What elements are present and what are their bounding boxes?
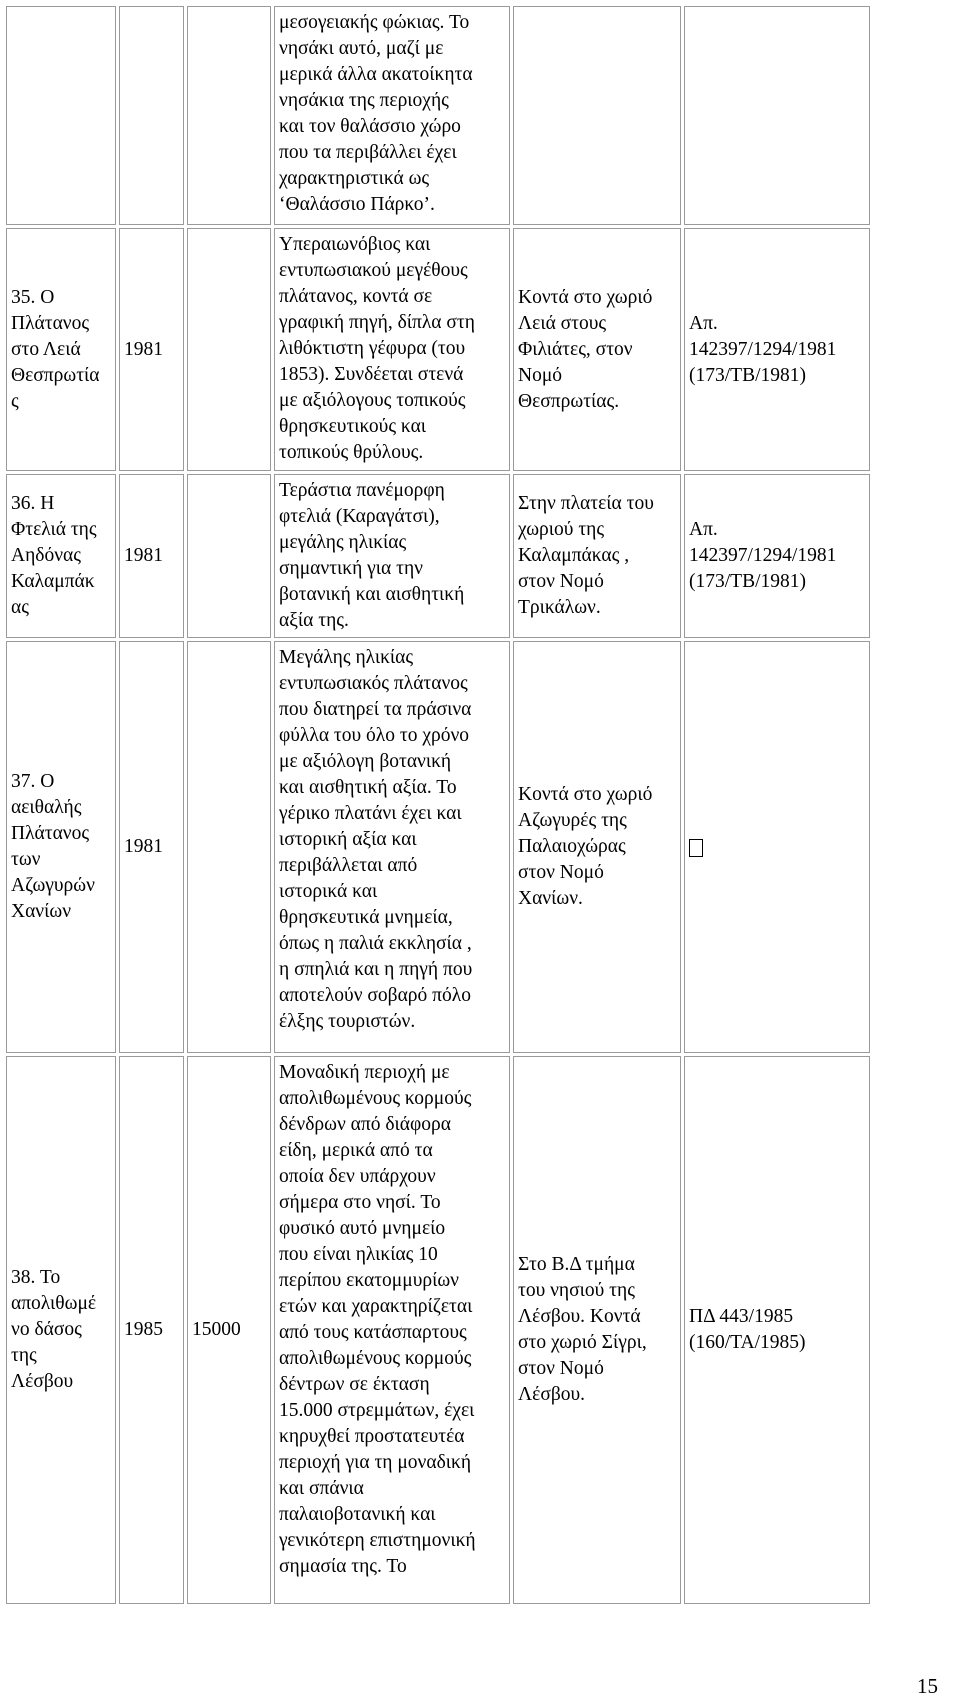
cell-text-line: Υπεραιωνόβιος και (279, 234, 431, 255)
cell-text-line: Νομό (518, 364, 563, 386)
decision-cell (684, 641, 870, 1053)
cell-text-line: λιθόκτιστη γέφυρα (του (279, 338, 466, 359)
cell-text-line: 37. Ο (11, 771, 55, 792)
cell-text-line: ετών και χαρακτηρίζεται (279, 1296, 473, 1317)
cell-text-line: ας (11, 597, 29, 618)
cell-text-line: Τρικάλων. (518, 597, 601, 618)
cell-text-line: ‘Θαλάσσιο Πάρκο’. (279, 194, 435, 215)
cell-text-line: και τον θαλάσσιο χώρο (279, 116, 461, 137)
cell-text-line: στον Νομό (518, 862, 604, 883)
cell-text-line: περίπου εκατομμυρίων (279, 1270, 459, 1291)
cell-text-line: σημασία της. Το (279, 1556, 407, 1577)
year-cell: 1981 (119, 228, 184, 471)
description-cell (274, 228, 510, 471)
monument-name-cell (6, 641, 116, 1053)
cell-text-line: απολιθωμένους κορμούς (279, 1348, 472, 1369)
cell-text-line: θρησκευτικά μνημεία, (279, 907, 453, 928)
decision-cell (684, 1056, 870, 1604)
cell-text-line: Απ. (689, 312, 718, 334)
cell-text-line: αποτελούν σοβαρό πόλο (279, 985, 471, 1006)
cell-text-line: απολιθωμένους κορμούς (279, 1088, 472, 1109)
monument-name-cell (6, 1056, 116, 1604)
cell-text-line: Καλαμπάκας , (518, 545, 630, 566)
cell-text-line: η σπηλιά και η πηγή που (279, 959, 473, 980)
cell-text-line: (173/ΤΒ/1981) (689, 364, 806, 386)
cell-text-line: 15.000 στρεμμάτων, έχει (279, 1400, 475, 1421)
cell-text-line: Πλάτανος (11, 312, 90, 334)
table-row (6, 228, 870, 471)
cell-text-line: γέρικο πλατάνι έχει και (279, 803, 462, 824)
cell-text-line: Καλαμπάκ (11, 571, 95, 592)
cell-text-line: μεγάλης ηλικίας (279, 532, 407, 553)
area-cell (187, 474, 271, 638)
monument-name-cell (6, 6, 116, 225)
location-cell (513, 6, 681, 225)
cell-text-line: έλξης τουριστών. (279, 1011, 416, 1032)
cell-text-line: Χανίων. (518, 888, 583, 909)
cell-text-line: Θεσπρωτίας. (518, 390, 620, 412)
cell-text-line: σήμερα στο νησί. Το (279, 1192, 441, 1213)
cell-text-line: μεσογειακής φώκιας. Το (279, 12, 470, 33)
cell-text-line: ΠΔ 443/1985 (689, 1306, 794, 1327)
cell-text-line: Μοναδική περιοχή με (279, 1062, 450, 1083)
cell-text-line: στον Νομό (518, 1358, 604, 1379)
cell-text-line: οποία δεν υπάρχουν (279, 1166, 436, 1187)
cell-text-line: των (11, 849, 41, 870)
cell-text-line: τοπικούς θρύλους. (279, 442, 424, 463)
cell-text-line: χωριού της (518, 519, 605, 540)
cell-text-line: φυσικό αυτό μνημείο (279, 1218, 446, 1239)
cell-text-line: στο Λειά (11, 338, 81, 360)
cell-text-line: εντυπωσιακός πλάτανος (279, 673, 468, 694)
cell-text-line: Λειά στους (518, 312, 607, 334)
cell-text-line: Στην πλατεία του (518, 493, 654, 514)
monuments-table (3, 3, 873, 1607)
description-cell (274, 6, 510, 225)
area-cell (187, 6, 271, 225)
cell-text-line: απολιθωμέ (11, 1293, 97, 1314)
location-cell (513, 1056, 681, 1604)
cell-text-line: (173/ΤΒ/1981) (689, 571, 806, 592)
decision-cell (684, 6, 870, 225)
area-cell (187, 641, 271, 1053)
decision-cell (684, 474, 870, 638)
location-cell (513, 474, 681, 638)
cell-text-line: εντυπωσιακού μεγέθους (279, 260, 468, 281)
cell-text-line: και σπάνια (279, 1478, 364, 1499)
cell-text-line: βοτανική και αισθητική (279, 584, 465, 605)
cell-text-line: ς (11, 390, 19, 412)
cell-text-line: που είναι ηλικίας 10 (279, 1244, 438, 1265)
cell-text-line: Κοντά στο χωριό (518, 784, 653, 805)
cell-text-line: 142397/1294/1981 (689, 545, 837, 566)
cell-text-line: του νησιού της (518, 1280, 635, 1301)
cell-text-line: και αισθητική αξία. Το (279, 777, 457, 798)
cell-text-line: παλαιοβοτανική και (279, 1504, 436, 1525)
year-cell: 1981 (119, 641, 184, 1053)
cell-text-line: 38. Το (11, 1267, 61, 1288)
cell-text-line: που διατηρεί τα πράσινα (279, 699, 472, 720)
cell-text-line: Φτελιά της (11, 519, 97, 540)
year-cell: 1981 (119, 474, 184, 638)
cell-text-line: νο δάσος (11, 1319, 82, 1340)
cell-text-line: κηρυχθεί προστατευτέα (279, 1426, 465, 1447)
cell-text-line: 142397/1294/1981 (689, 338, 837, 360)
cell-text-line: Αζωγυρών (11, 875, 95, 896)
cell-text-line: της (11, 1345, 37, 1366)
description-cell (274, 1056, 510, 1604)
cell-text-line: μερικά άλλα ακατοίκητα (279, 64, 473, 85)
cell-text-line: (160/ΤΑ/1985) (689, 1332, 806, 1353)
location-cell (513, 641, 681, 1053)
monument-name-cell (6, 474, 116, 638)
cell-text-line: Στο Β.Δ τμήμα (518, 1254, 635, 1275)
cell-text-line: Μεγάλης ηλικίας (279, 647, 414, 668)
cell-text-line: πλάτανος, κοντά σε (279, 286, 433, 307)
cell-text-line: Πλάτανος (11, 823, 90, 844)
cell-text-line: χαρακτηριστικά ως (279, 168, 430, 189)
table-row (6, 641, 870, 1053)
cell-text-line: φτελιά (Καραγάτσι), (279, 506, 440, 527)
cell-text-line: από τους κατάσπαρτους (279, 1322, 467, 1343)
area-cell (187, 228, 271, 471)
cell-text-line: στο χωριό Σίγρι, (518, 1332, 647, 1353)
cell-text-line: φύλλα του όλο το χρόνο (279, 725, 470, 746)
cell-text-line: είδη, μερικά από τα (279, 1140, 433, 1161)
description-cell (274, 641, 510, 1053)
cell-text-line: γραφική πηγή, δίπλα στη (279, 312, 475, 333)
monument-name-cell (6, 228, 116, 471)
area-cell: 15000 (187, 1056, 271, 1604)
description-cell (274, 474, 510, 638)
cell-text-line: Κοντά στο χωριό (518, 286, 653, 308)
cell-text-line: 1853). Συνδέεται στενά (279, 364, 464, 385)
cell-text-line: περιβάλλεται από (279, 855, 418, 876)
cell-text-line: στον Νομό (518, 571, 604, 592)
cell-text-line: περιοχή για τη μοναδική (279, 1452, 472, 1473)
cell-text-line: σημαντική για την (279, 558, 423, 579)
missing-glyph-icon (689, 839, 703, 857)
cell-text-line: 35. Ο (11, 286, 55, 308)
cell-text-line: Αζωγυρές της (518, 810, 627, 831)
cell-text-line: θρησκευτικούς και (279, 416, 427, 437)
cell-text-line: Παλαιοχώρας (518, 836, 626, 857)
year-cell: 1985 (119, 1056, 184, 1604)
cell-text-line: όπως η παλιά εκκλησία , (279, 933, 472, 954)
cell-text-line: δένδρων από διάφορα (279, 1114, 451, 1135)
cell-text-line: 36. Η (11, 493, 55, 514)
cell-text-line: Χανίων (11, 901, 72, 922)
cell-text-line: Αηδόνας (11, 545, 81, 566)
table-row (6, 1056, 870, 1604)
table-row (6, 6, 870, 225)
cell-text-line: γενικότερη επιστημονική (279, 1530, 476, 1551)
cell-text-line: ιστορική αξία και (279, 829, 417, 850)
page-number: 15 (917, 1674, 938, 1698)
cell-text-line: νησάκια της περιοχής (279, 90, 449, 111)
cell-text-line: Λέσβου. (518, 1384, 586, 1405)
cell-text-line: με αξιόλογη βοτανική (279, 751, 452, 772)
cell-text-line: που τα περιβάλλει έχει (279, 142, 457, 163)
cell-text-line: Λέσβου. Κοντά (518, 1306, 641, 1327)
table-row (6, 474, 870, 638)
cell-text-line: αειθαλής (11, 797, 82, 818)
year-cell (119, 6, 184, 225)
cell-text-line: με αξιόλογους τοπικούς (279, 390, 466, 411)
location-cell (513, 228, 681, 471)
decision-cell (684, 228, 870, 471)
cell-text-line: Απ. (689, 519, 718, 540)
cell-text-line: ιστορικά και (279, 881, 378, 902)
cell-text-line: δέντρων σε έκταση (279, 1374, 430, 1395)
cell-text-line: Φιλιάτες, στον (518, 338, 633, 360)
cell-text-line: Λέσβου (11, 1371, 74, 1392)
cell-text-line: νησάκι αυτό, μαζί με (279, 38, 444, 59)
cell-text-line: Θεσπρωτία (11, 364, 100, 386)
cell-text-line: Τεράστια πανέμορφη (279, 480, 445, 501)
cell-text-line: αξία της. (279, 610, 349, 631)
